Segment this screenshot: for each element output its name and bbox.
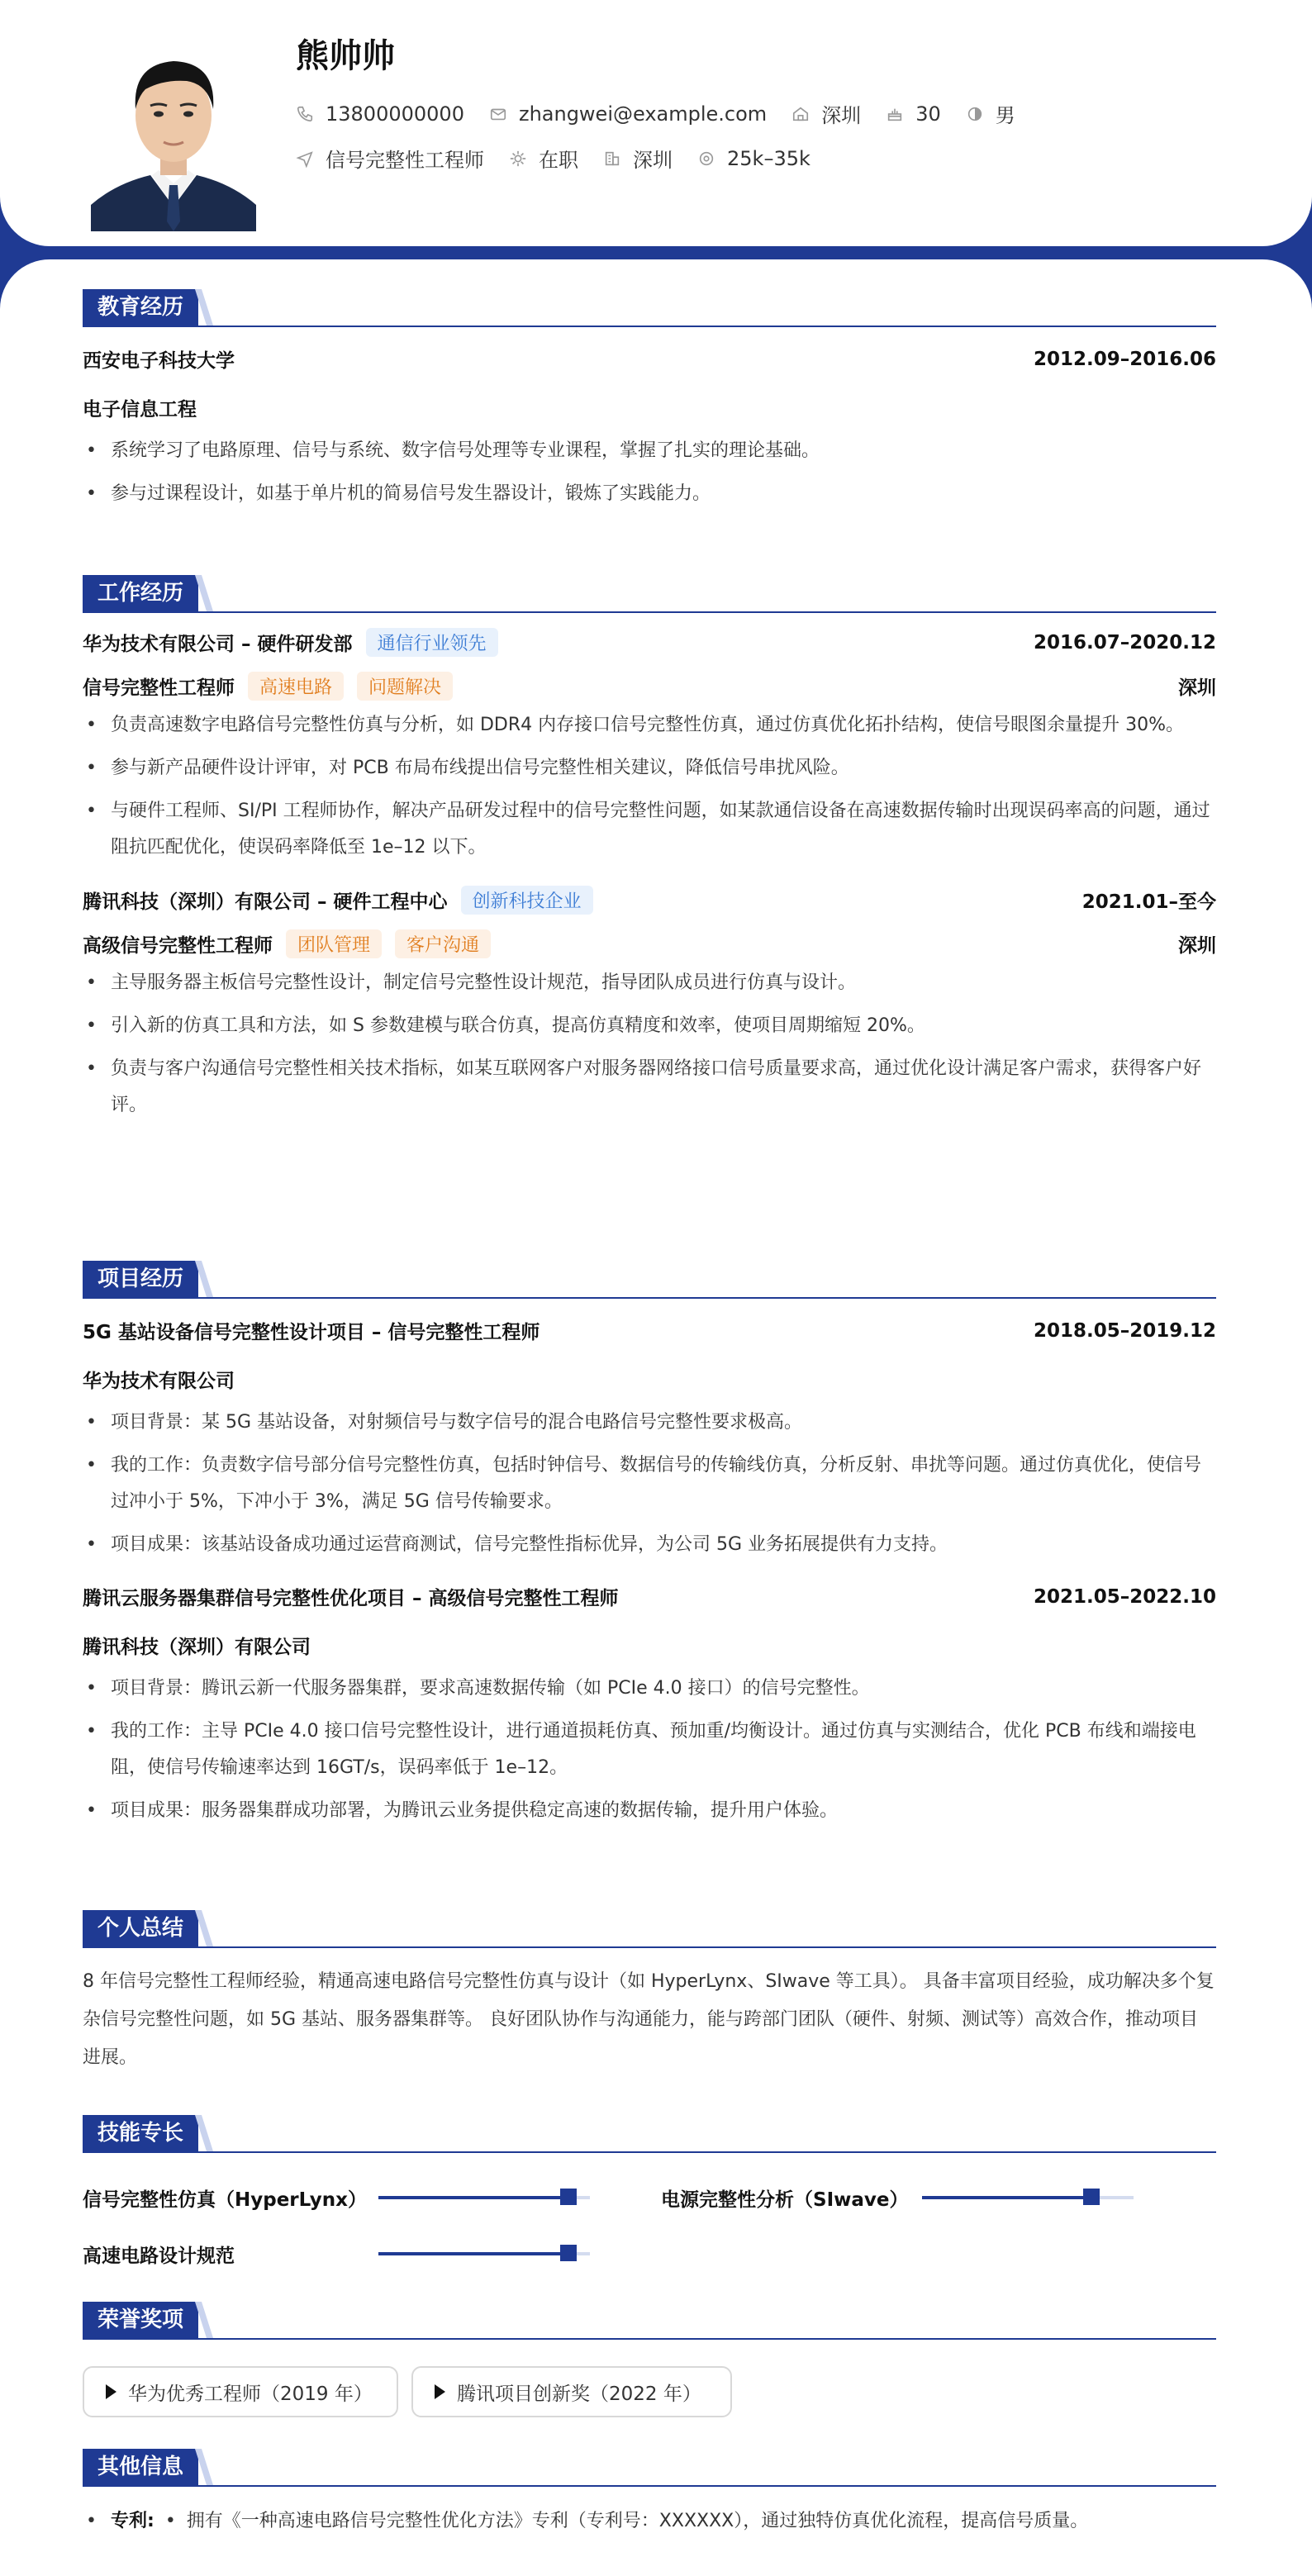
section-title: 个人总结 [83, 1910, 198, 1946]
section-deco [195, 1261, 213, 1297]
skills-section [83, 2115, 1216, 2239]
project-date: 2021.05–2022.10 [1033, 1585, 1216, 1608]
position-name: 信号完整性工程师 [83, 677, 235, 699]
city-text: 深圳 [821, 104, 862, 127]
gender-text: 男 [995, 104, 1015, 127]
bullet-icon: • [164, 2511, 176, 2531]
list-item: • 主导服务器主板信号完整性设计，制定信号完整性设计规范，指导团队成员进行仿真与设计。 [83, 965, 1216, 1001]
section-header [83, 1910, 1216, 1948]
position-row [83, 929, 1216, 958]
list-item: • 负责高速数字电路信号完整性仿真与分析，如 DDR4 内存接口信号完整性仿真，通过仿真优化拓扑结构，使信号眼图余量提升 30%。 [83, 707, 1216, 744]
section-header [83, 2449, 1216, 2487]
candidate-name: 熊帅帅 [296, 37, 395, 75]
list-item: • 负责与客户沟通信号完整性相关技术指标，如某互联网客户对服务器网络接口信号质量要求高，通过优化设计满足客户需求，获得客户好评。 [83, 1051, 1216, 1124]
skill-knob [1083, 2189, 1100, 2205]
other-section [83, 2449, 1216, 2540]
job-title-text: 信号完整性工程师 [326, 149, 484, 172]
salary-text: 25k–35k [727, 146, 810, 170]
section-title: 荣誉奖项 [83, 2302, 198, 2338]
other-list [83, 2503, 1216, 2540]
work-city: 深圳 [1178, 935, 1216, 957]
work-list [83, 965, 1216, 1124]
section-deco [195, 2449, 213, 2485]
position-name: 高级信号完整性工程师 [83, 935, 273, 957]
work-header-row [83, 628, 1216, 657]
list-item: • 参与新产品硬件设计评审，对 PCB 布局布线提出信号完整性相关建议，降低信号串扰风险。 [83, 750, 1216, 787]
section-header [83, 1261, 1216, 1299]
target-city-item [603, 144, 673, 173]
phone-item [296, 102, 464, 126]
project-org: 腾讯科技（深圳）有限公司 [83, 1637, 311, 1658]
skill-tag: 团队管理 [286, 929, 382, 958]
skill-name: 信号完整性仿真（HyperLynx） [83, 2189, 367, 2211]
skill-bar [922, 2196, 1134, 2199]
work-city: 深圳 [1178, 677, 1216, 699]
project-org-row [83, 1632, 1216, 1659]
salary-item [697, 147, 810, 170]
section-deco [195, 2302, 213, 2338]
gear-icon [509, 150, 527, 168]
list-item: • 参与过课程设计，如基于单片机的简易信号发生器设计，锻炼了实践能力。 [83, 476, 1216, 512]
award-text: 华为优秀工程师（2019 年） [128, 2383, 373, 2405]
work-section [83, 575, 1216, 1124]
mail-icon [489, 105, 507, 123]
home-icon [791, 105, 810, 123]
section-title: 教育经历 [83, 289, 198, 326]
company-name: 腾讯科技（深圳）有限公司 – 硬件工程中心 [83, 891, 448, 913]
list-item: • 项目背景：腾讯云新一代服务器集群，要求高速数据传输（如 PCIe 4.0 接口）的信号完整性。 [83, 1671, 1216, 1707]
section-header [83, 289, 1216, 327]
company-tag: 通信行业领先 [366, 628, 498, 657]
contact-row [296, 99, 1040, 128]
section-header [83, 2115, 1216, 2153]
education-list [83, 433, 1216, 512]
project-org-row [83, 1366, 1216, 1393]
section-title: 技能专长 [83, 2115, 198, 2151]
summary-section [83, 1910, 1216, 2077]
project-title: 腾讯云服务器集群信号完整性优化项目 – 高级信号完整性工程师 [83, 1588, 619, 1609]
list-item: • 我的工作：主导 PCIe 4.0 接口信号完整性设计，进行通道损耗仿真、预加重/均衡设计。通过仿真与实测结合，优化 PCB 布线和端接电阻，使信号传输速率达到 16GT/s，误码率低于 1e–12。 [83, 1713, 1216, 1786]
company-tag: 创新科技企业 [461, 886, 593, 915]
section-header [83, 2302, 1216, 2340]
project-header-row [83, 1583, 1216, 1610]
section-title: 其他信息 [83, 2449, 198, 2485]
project-date: 2018.05–2019.12 [1033, 1319, 1216, 1342]
status-item [509, 144, 578, 173]
email-text: zhangwei@example.com [518, 102, 768, 126]
summary-text: 8 年信号完整性工程师经验，精通高速电路信号完整性仿真与设计（如 HyperLynx、SIwave 等工具）。 具备丰富项目经验，成功解决多个复杂信号完整性问题，如 5G 基站、服务器集群等。 良好团队协作与沟通能力，能与跨部门团队（硬件、射频、测试等）高效合作，推动项目进展。 [83, 1971, 1215, 2068]
play-icon [435, 2384, 445, 2399]
age-text: 30 [915, 102, 941, 126]
award-item [83, 2366, 398, 2417]
skill-tag: 高速电路 [248, 672, 344, 701]
list-item [83, 2503, 1216, 2540]
job-title-item [296, 144, 484, 173]
skill-tag: 客户沟通 [395, 929, 491, 958]
coin-icon [697, 150, 715, 168]
list-item: • 系统学习了电路原理、信号与系统、数字信号处理等专业课程，掌握了扎实的理论基础。 [83, 433, 1216, 469]
major-name: 电子信息工程 [83, 399, 197, 421]
list-item: • 与硬件工程师、SI/PI 工程师协作，解决产品研发过程中的信号完整性问题，如某款通信设备在高速数据传输时出现误码率高的问题，通过阻抗匹配优化，使误码率降低至 1e–12 以下。 [83, 793, 1216, 866]
section-title: 工作经历 [83, 575, 198, 611]
list-item: • 项目成果：服务器集群成功部署，为腾讯云业务提供稳定高速的数据传输，提升用户体验。 [83, 1793, 1216, 1829]
section-deco [195, 1910, 213, 1946]
project-org: 华为技术有限公司 [83, 1371, 235, 1392]
skill-name: 高速电路设计规范 [83, 2246, 235, 2267]
email-item [489, 102, 767, 126]
work-date: 2016.07–2020.12 [1033, 631, 1216, 654]
list-item: • 项目背景：某 5G 基站设备，对射频信号与数字信号的混合电路信号完整性要求极高。 [83, 1404, 1216, 1441]
project-list [83, 1671, 1216, 1829]
section-title: 项目经历 [83, 1261, 198, 1297]
project-header-row [83, 1317, 1216, 1344]
work-list [83, 707, 1216, 866]
section-deco [195, 575, 213, 611]
list-item: • 项目成果：该基站设备成功通过运营商测试，信号完整性指标优异，为公司 5G 业务拓展提供有力支持。 [83, 1527, 1216, 1563]
education-section [83, 289, 1216, 512]
projects-section [83, 1261, 1216, 1829]
phone-text: 13800000000 [326, 102, 464, 126]
section-deco [195, 289, 213, 326]
status-text: 在职 [539, 149, 578, 172]
gender-item [966, 99, 1015, 128]
skill-bar [378, 2252, 590, 2255]
play-icon [106, 2384, 116, 2399]
city-item [791, 99, 861, 128]
profile-header [0, 0, 1312, 246]
skill-knob [560, 2245, 577, 2261]
send-icon [296, 150, 314, 168]
target-city-text: 深圳 [633, 149, 673, 172]
building-icon [603, 150, 621, 168]
education-date: 2012.09–2016.06 [1033, 348, 1216, 370]
job-row [296, 144, 835, 173]
age-item [886, 102, 941, 126]
position-row [83, 672, 1216, 701]
awards-section [83, 2302, 1216, 2340]
gender-icon [966, 105, 984, 123]
major-row [83, 394, 1216, 421]
skill-tag: 问题解决 [357, 672, 453, 701]
award-item [411, 2366, 732, 2417]
skill-name: 电源完整性分析（SIwave） [661, 2189, 909, 2211]
other-label: 专利: [111, 2511, 154, 2531]
project-title: 5G 基站设备信号完整性设计项目 – 信号完整性工程师 [83, 1322, 540, 1343]
list-item: • 引入新的仿真工具和方法，如 S 参数建模与联合仿真，提高仿真精度和效率，使项目周期缩短 20%。 [83, 1008, 1216, 1044]
skill-knob [560, 2189, 577, 2205]
phone-icon [296, 105, 314, 123]
education-header-row [83, 345, 1216, 373]
work-header-row [83, 886, 1216, 915]
work-date: 2021.01–至今 [1081, 891, 1216, 913]
section-header [83, 575, 1216, 613]
company-name: 华为技术有限公司 – 硬件研发部 [83, 634, 353, 655]
other-text: 拥有《一种高速电路信号完整性优化方法》专利（专利号：XXXXXX），通过独特仿真优化流程，提高信号质量。 [186, 2511, 1089, 2531]
avatar [91, 30, 256, 231]
list-item: • 我的工作：负责数字信号部分信号完整性仿真，包括时钟信号、数据信号的传输线仿真，分析反射、串扰等问题。通过仿真优化，使信号过冲小于 5%，下冲小于 3%，满足 5G 信号传输要求。 [83, 1447, 1216, 1520]
cake-icon [886, 105, 904, 123]
award-text: 腾讯项目创新奖（2022 年） [457, 2383, 701, 2405]
project-list [83, 1404, 1216, 1563]
section-deco [195, 2115, 213, 2151]
skill-bar [378, 2196, 590, 2199]
school-name: 西安电子科技大学 [83, 350, 235, 372]
